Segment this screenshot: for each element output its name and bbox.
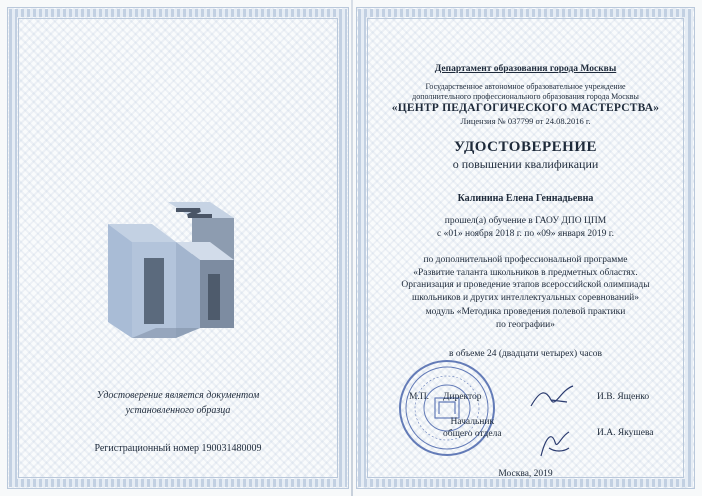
cpm-cube-logo <box>106 190 256 340</box>
study-period <box>367 215 684 241</box>
head-title <box>443 416 502 440</box>
validity-note-line1: Удостоверение является документом <box>96 390 260 401</box>
institution-line1: Государственное автономное образовательное учреждение <box>425 82 626 91</box>
module-line2: по географии» <box>496 319 555 330</box>
institution-line2: дополнительного профессионального образования города Москвы <box>412 92 639 101</box>
program-description <box>367 254 684 304</box>
left-page <box>8 8 348 488</box>
document-title: УДОСТОВЕРЕНИЕ <box>454 139 597 155</box>
institution-name <box>367 82 684 102</box>
registration-number: Регистрационный номер 190031480009 <box>94 443 262 454</box>
page-fold <box>351 0 353 496</box>
seal-place-label: М.П. <box>409 392 430 402</box>
recipient-name: Калинина Елена Геннадьевна <box>457 193 594 204</box>
validity-note-line2: установленного образца <box>125 405 231 416</box>
head-signature <box>535 426 575 462</box>
study-line1: прошел(а) обучение в ГАОУ ДПО ЦПМ <box>444 216 607 226</box>
head-name: И.А. Якушева <box>597 428 654 438</box>
department-name: Департамент образования города Москвы <box>434 64 617 74</box>
city-year: Москва, 2019 <box>498 469 553 479</box>
document-validity-note <box>18 388 338 418</box>
study-line2: с «01» ноября 2018 г. по «09» января 2019 г. <box>437 229 614 239</box>
license-number: Лицензия № 037799 от 24.08.2016 г. <box>460 116 591 126</box>
director-name: И.В. Ященко <box>597 392 650 402</box>
right-page <box>357 8 694 488</box>
program-line2: «Развитие таланта школьников в предметных областях. <box>413 267 638 278</box>
hours-volume: в объеме 24 (двадцати четырех) часов <box>449 349 602 359</box>
program-line4: школьников и других интеллектуальных соревнований» <box>411 292 639 303</box>
program-line1: по дополнительной профессиональной программе <box>423 255 628 265</box>
head-title-line2: общего отдела <box>443 429 502 439</box>
director-title: Директор <box>443 392 482 402</box>
program-line3: Организация и проведение этапов всероссийской олимпиады <box>401 280 650 290</box>
document-subtitle: о повышении квалификации <box>452 157 599 171</box>
head-title-line1: Начальник <box>450 417 495 427</box>
center-name: «ЦЕНТР ПЕДАГОГИЧЕСКОГО МАСТЕРСТВА» <box>391 102 660 114</box>
module-line1: модуль «Методика проведения полевой практики <box>425 307 626 317</box>
module-description <box>367 306 684 331</box>
official-seal-stamp <box>397 358 497 458</box>
director-signature <box>527 382 577 412</box>
